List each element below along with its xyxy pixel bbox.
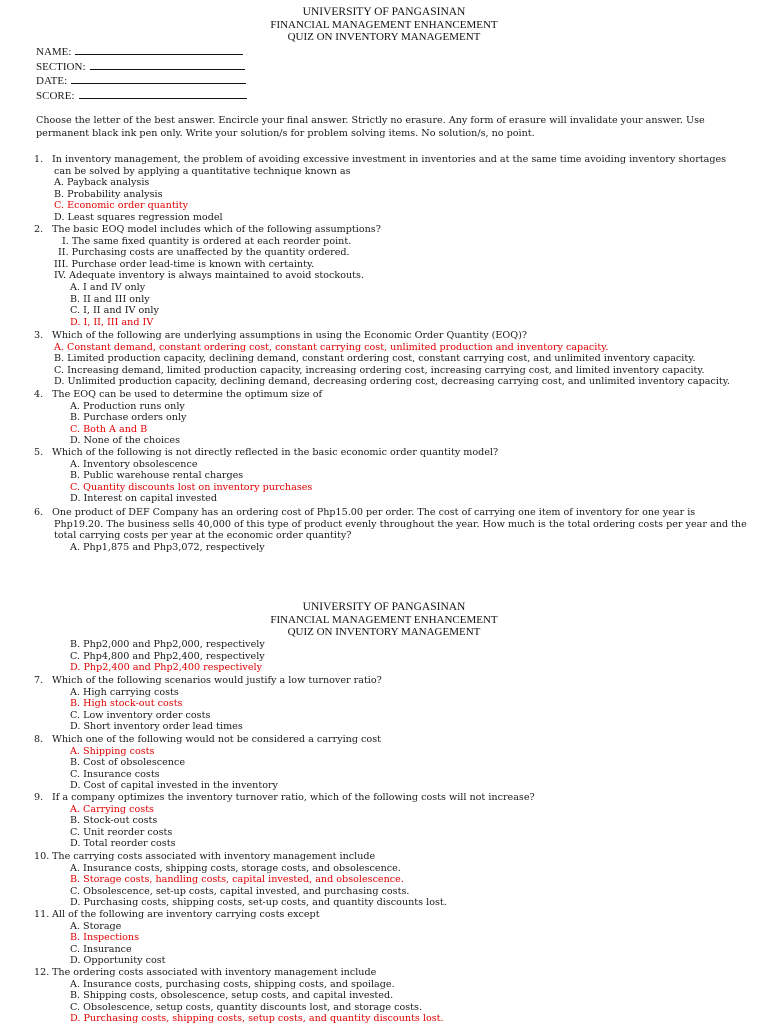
question-stem: Which of the following are underlying assumptions in using the Economic Order Quantity (EOQ)? [52, 330, 528, 341]
choice-c[interactable]: C. Php4,800 and Php2,400, respectively [70, 650, 265, 662]
choice-a-answer[interactable]: A. Shipping costs [70, 745, 155, 757]
choice-d-answer[interactable]: D. I, II, III and IV [70, 316, 154, 328]
choice-c[interactable]: C. Low inventory order costs [70, 709, 211, 721]
question-stem: If a company optimizes the inventory turnover ratio, which of the following costs will not increase? [52, 792, 535, 803]
choice-c[interactable]: C. Increasing demand, limited production capacity, increasing ordering cost, increasing carrying cost, and limited inventory capacity. [54, 364, 705, 376]
choice-d[interactable]: D. Unlimited production capacity, declining demand, decreasing ordering cost, decreasing carrying cost, and unlimited inventory capacity. [54, 376, 730, 388]
question-number: 8. [34, 734, 44, 745]
choice-d[interactable]: D. None of the choices [70, 435, 181, 447]
choice-a[interactable]: A. Insurance costs, purchasing costs, shipping costs, and spoilage. [70, 978, 395, 990]
question-number: 3. [34, 330, 44, 341]
choice-b[interactable]: B. Stock-out costs [70, 815, 158, 827]
question-stem: Which one of the following would not be considered a carrying cost [52, 734, 381, 745]
question-stem: The EOQ can be used to determine the optimum size of [52, 389, 323, 400]
choice-a[interactable]: A. I and IV only [70, 281, 146, 293]
choice-b[interactable]: B. Limited production capacity, declining demand, constant ordering cost, constant carrying cost, and unlimited inventory capacity. [54, 353, 696, 365]
question-11 [34, 909, 758, 967]
quiz-title: QUIZ ON INVENTORY MANAGEMENT [287, 626, 481, 639]
date-blank[interactable] [71, 74, 246, 84]
question-stem: Which of the following is not directly reflected in the basic economic order quantity model? [52, 447, 499, 458]
score-field [36, 89, 247, 104]
university-title: UNIVERSITY OF PANGASINAN [302, 6, 466, 18]
choice-b[interactable]: B. Purchase orders only [70, 412, 187, 424]
choice-d[interactable]: D. Short inventory order lead times [70, 721, 243, 733]
choice-b-answer[interactable]: B. Inspections [70, 932, 140, 944]
choice-d[interactable]: D. Cost of capital invested in the inventory [70, 780, 278, 792]
question-number: 12. [34, 967, 50, 978]
question-7 [34, 675, 758, 733]
choice-d[interactable]: D. Opportunity cost [70, 955, 166, 967]
choice-d[interactable]: D. Total reorder costs [70, 838, 176, 850]
question-1 [34, 154, 758, 224]
choice-b[interactable]: B. Probability analysis [54, 188, 163, 200]
question-number: 1. [34, 154, 44, 165]
choice-c[interactable]: C. Obsolescence, setup costs, quantity discounts lost, and storage costs. [70, 1001, 423, 1013]
student-info [36, 45, 247, 103]
university-title: UNIVERSITY OF PANGASINAN [302, 601, 466, 613]
question-12 [34, 967, 758, 1025]
question-6 [34, 507, 758, 553]
choice-b[interactable]: B. Cost of obsolescence [70, 757, 186, 769]
name-field [36, 45, 247, 60]
choice-d[interactable]: D. Purchasing costs, shipping costs, set-up costs, and quantity discounts lost. [70, 897, 447, 909]
choice-a[interactable]: A. Inventory obsolescence [70, 458, 198, 470]
choice-b[interactable]: B. Shipping costs, obsolescence, setup costs, and capital invested. [70, 990, 394, 1002]
choice-b[interactable]: B. Php2,000 and Php2,000, respectively [70, 639, 265, 650]
choice-a[interactable]: A. Php1,875 and Php3,072, respectively [70, 541, 265, 553]
question-number: 4. [34, 389, 44, 400]
choice-d-answer[interactable]: D. Php2,400 and Php2,400 respectively [70, 662, 263, 674]
choice-c[interactable]: C. Obsolescence, set-up costs, capital invested, and purchasing costs. [70, 885, 410, 897]
choice-a-answer[interactable]: A. Constant demand, constant ordering cost, constant carrying cost, unlimited production and inventory capacity. [54, 341, 609, 353]
page-header [0, 6, 768, 44]
question-number: 10. [34, 851, 50, 862]
question-stem-cont: can be solved by applying a quantitative technique known as [54, 165, 351, 177]
choice-c[interactable]: C. Unit reorder costs [70, 826, 173, 838]
choice-a-answer[interactable]: A. Carrying costs [70, 803, 154, 815]
question-2 [34, 224, 758, 328]
question-5 [34, 447, 758, 505]
question-number: 5. [34, 447, 44, 458]
question-6-continued [34, 639, 758, 674]
score-blank[interactable] [79, 89, 247, 99]
question-number: 9. [34, 792, 44, 803]
choice-c[interactable]: C. Insurance [70, 943, 132, 955]
assumption-iv: IV. Adequate inventory is always maintained to avoid stockouts. [54, 270, 365, 282]
choice-d[interactable]: D. Least squares regression model [54, 211, 223, 223]
question-number: 6. [34, 507, 44, 518]
assumption-i: I. The same fixed quantity is ordered at each reorder point. [62, 235, 352, 247]
instructions: Choose the letter of the best answer. Encircle your final answer. Strictly no erasure. Any form of erasure will invalidate your answer. Use permanent black ink pen only. Write your solution/s for problem solving items. No solution/s, no point. [36, 115, 705, 139]
question-8 [34, 734, 758, 792]
question-stem: All of the following are inventory carrying costs except [52, 909, 320, 920]
choice-a[interactable]: A. Storage [70, 920, 122, 932]
quiz-title: QUIZ ON INVENTORY MANAGEMENT [287, 31, 481, 44]
choice-c-answer[interactable]: C. Economic order quantity [54, 200, 189, 212]
question-stem: The basic EOQ model includes which of the following assumptions? [52, 224, 381, 235]
score-label: SCORE: [36, 89, 75, 102]
question-stem: The ordering costs associated with inventory management include [52, 967, 377, 978]
choice-a[interactable]: A. High carrying costs [70, 686, 179, 698]
choice-a[interactable]: A. Production runs only [70, 400, 185, 412]
question-stem-cont: total carrying costs per year at the economic order quantity? [54, 530, 352, 542]
question-10 [34, 851, 758, 909]
course-title: FINANCIAL MANAGEMENT ENHANCEMENT [270, 613, 498, 626]
choice-b-answer[interactable]: B. High stock-out costs [70, 698, 183, 710]
course-title: FINANCIAL MANAGEMENT ENHANCEMENT [270, 18, 498, 31]
section-field [36, 60, 247, 75]
choice-d-answer[interactable]: D. Purchasing costs, shipping costs, setup costs, and quantity discounts lost. [70, 1013, 444, 1025]
choice-b[interactable]: B. Public warehouse rental charges [70, 470, 244, 482]
choice-b-answer[interactable]: B. Storage costs, handling costs, capital invested, and obsolescence. [70, 874, 404, 886]
choice-c-answer[interactable]: C. Quantity discounts lost on inventory purchases [70, 481, 313, 493]
question-number: 2. [34, 224, 44, 235]
question-number: 7. [34, 675, 44, 686]
page-2-header [0, 601, 768, 639]
section-label: SECTION: [36, 60, 86, 73]
question-number: 11. [34, 909, 50, 920]
choice-a[interactable]: A. Insurance costs, shipping costs, storage costs, and obsolescence. [70, 862, 401, 874]
question-3 [34, 330, 758, 388]
assumption-ii: II. Purchasing costs are unaffected by the quantity ordered. [58, 247, 350, 259]
question-9 [34, 792, 758, 850]
choice-c-answer[interactable]: C. Both A and B [70, 423, 148, 435]
question-stem-cont: Php19.20. The business sells 40,000 of this type of product evenly throughout the year. How much is the total ordering costs per year and the [54, 518, 747, 530]
choice-a[interactable]: A. Payback analysis [54, 177, 150, 189]
date-field [36, 74, 247, 89]
choice-c[interactable]: C. Insurance costs [70, 768, 160, 780]
choice-d[interactable]: D. Interest on capital invested [70, 493, 217, 505]
choice-c[interactable]: C. I, II and IV only [70, 305, 159, 317]
assumption-iii: III. Purchase order lead-time is known with certainty. [54, 258, 315, 270]
question-stem: The carrying costs associated with inventory management include [52, 851, 376, 862]
section-blank[interactable] [90, 60, 245, 70]
question-stem: One product of DEF Company has an ordering cost of Php15.00 per order. The cost of carrying one item of inventory for one year is [52, 507, 696, 518]
question-4 [34, 389, 758, 447]
choice-b[interactable]: B. II and III only [70, 293, 150, 305]
date-label: DATE: [36, 75, 68, 88]
question-stem: In inventory management, the problem of avoiding excessive investment in inventories and at the same time avoiding inventory shortages [52, 154, 727, 165]
name-blank[interactable] [75, 45, 243, 55]
name-label: NAME: [36, 46, 72, 58]
question-stem: Which of the following scenarios would justify a low turnover ratio? [52, 675, 382, 686]
